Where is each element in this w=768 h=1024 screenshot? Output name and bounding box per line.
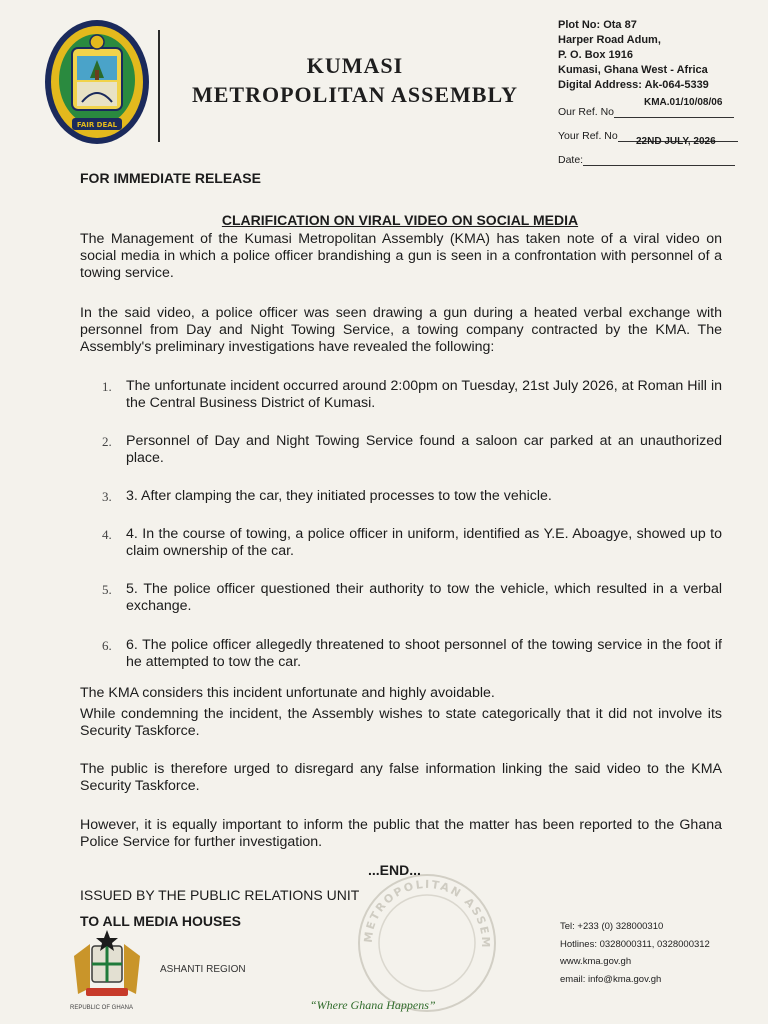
- appeal-paragraph: The public is therefore urged to disregard any false information linking the said video to the KMA Security Taskforce.: [80, 761, 722, 794]
- republic-label: REPUBLIC OF GHANA: [70, 1005, 134, 1011]
- your-ref-row: [558, 130, 738, 147]
- finding-item: [102, 526, 722, 560]
- statement-paragraph: While condemning the incident, the Assembly wishes to state categorically that it did not involve its Security Taskforce.: [80, 706, 722, 739]
- region-label: ASHANTI REGION: [160, 964, 246, 975]
- finding-item: [102, 581, 722, 615]
- finding-item: [102, 378, 722, 412]
- org-name-line1: KUMASI: [306, 53, 404, 78]
- finding-number: 3.: [102, 489, 112, 504]
- finding-text: Personnel of Day and Night Towing Service found a saloon car parked at an unauthorized place.: [126, 433, 722, 466]
- crest-graphic: [42, 18, 152, 150]
- address-line: Digital Address: Ak-064-5339: [558, 79, 709, 91]
- finding-item: [102, 637, 722, 671]
- address-line: Kumasi, Ghana West - Africa: [558, 64, 708, 76]
- motto-text: “Where Ghana Happens”: [310, 998, 436, 1012]
- intro-paragraph: The Management of the Kumasi Metropolitan Assembly (KMA) has taken note of a viral video on social media in which a police officer brandishing a gun is seen in a confrontation with personnel of a towing service.: [80, 231, 722, 281]
- to-all-media: TO ALL MEDIA HOUSES: [80, 913, 242, 929]
- issued-by: ISSUED BY THE PUBLIC RELATIONS UNIT: [80, 887, 360, 903]
- contact-block: [560, 918, 710, 988]
- release-heading: FOR IMMEDIATE RELEASE: [80, 170, 261, 186]
- org-name-line2: METROPOLITAN ASSEMBLY: [191, 82, 518, 107]
- finding-number: 2.: [102, 434, 112, 449]
- our-ref-value: KMA.01/10/08/06: [644, 97, 723, 108]
- end-marker: ...END...: [368, 862, 421, 878]
- kma-crest-logo: [42, 18, 152, 150]
- finding-number: 1.: [102, 379, 112, 394]
- document-title: CLARIFICATION ON VIRAL VIDEO ON SOCIAL MEDIA: [221, 212, 579, 228]
- context-paragraph: In the said video, a police officer was seen drawing a gun during a heated verbal exchange with personnel from Day and Night Towing Service, a towing company contracted by the KMA. The Assembly's preliminary investigations have revealed the following:: [80, 305, 722, 355]
- crest-banner-text: FAIR DEAL: [76, 121, 118, 129]
- contact-tel: Tel: +233 (0) 328000310: [560, 921, 664, 932]
- our-ref-label: Our Ref. No: [558, 106, 615, 118]
- finding-number: 5.: [102, 582, 112, 597]
- closing-paragraph: However, it is equally important to inform the public that the matter has been reported to the Ghana Police Service for further investigation.: [80, 817, 722, 850]
- official-stamp: [352, 868, 502, 1018]
- finding-text: 3. After clamping the car, they initiated processes to tow the vehicle.: [126, 488, 552, 504]
- your-ref-value: 22ND JULY, 2026: [636, 136, 716, 147]
- address-line: Plot No: Ota 87: [558, 19, 637, 31]
- finding-number: 6.: [102, 638, 112, 653]
- contact-website: www.kma.gov.gh: [560, 956, 632, 967]
- finding-item: [102, 488, 722, 505]
- ghana-coat-of-arms: [64, 928, 150, 1006]
- your-ref-label: Your Ref. No: [558, 130, 618, 142]
- date-label: Date:: [558, 154, 584, 166]
- finding-text: 4. In the course of towing, a police officer in uniform, identified as Y.E. Aboagye, showed up to claim ownership of the car.: [126, 526, 722, 559]
- finding-text: 5. The police officer questioned their authority to tow the vehicle, which resulted in a verbal exchange.: [126, 581, 722, 614]
- address-line: Harper Road Adum,: [558, 34, 661, 46]
- contact-email: email: info@kma.gov.gh: [560, 973, 662, 985]
- finding-item: [102, 433, 722, 467]
- contact-hotlines: Hotlines: 0328000311, 0328000312: [560, 938, 710, 950]
- organisation-name: [170, 52, 540, 110]
- finding-text: 6. The police officer allegedly threatened to shoot personnel of the towing service in the foot if he attempted to tow the car.: [126, 637, 722, 670]
- our-ref-row: [558, 97, 734, 118]
- header-divider: [158, 30, 160, 142]
- finding-number: 4.: [102, 527, 112, 542]
- date-row: [558, 154, 735, 166]
- finding-text: The unfortunate incident occurred around 2:00pm on Tuesday, 21st July 2026, at Roman Hill in the Central Business District of Kumasi.: [126, 378, 722, 411]
- address-line: P. O. Box 1916: [558, 49, 634, 61]
- svg-text:METROPOLITAN ASSEMBLY: [352, 868, 492, 949]
- stamp-text: METROPOLITAN ASSEM: [361, 877, 493, 950]
- address-block: [558, 18, 709, 93]
- statement-line: The KMA considers this incident unfortunate and highly avoidable.: [80, 685, 495, 701]
